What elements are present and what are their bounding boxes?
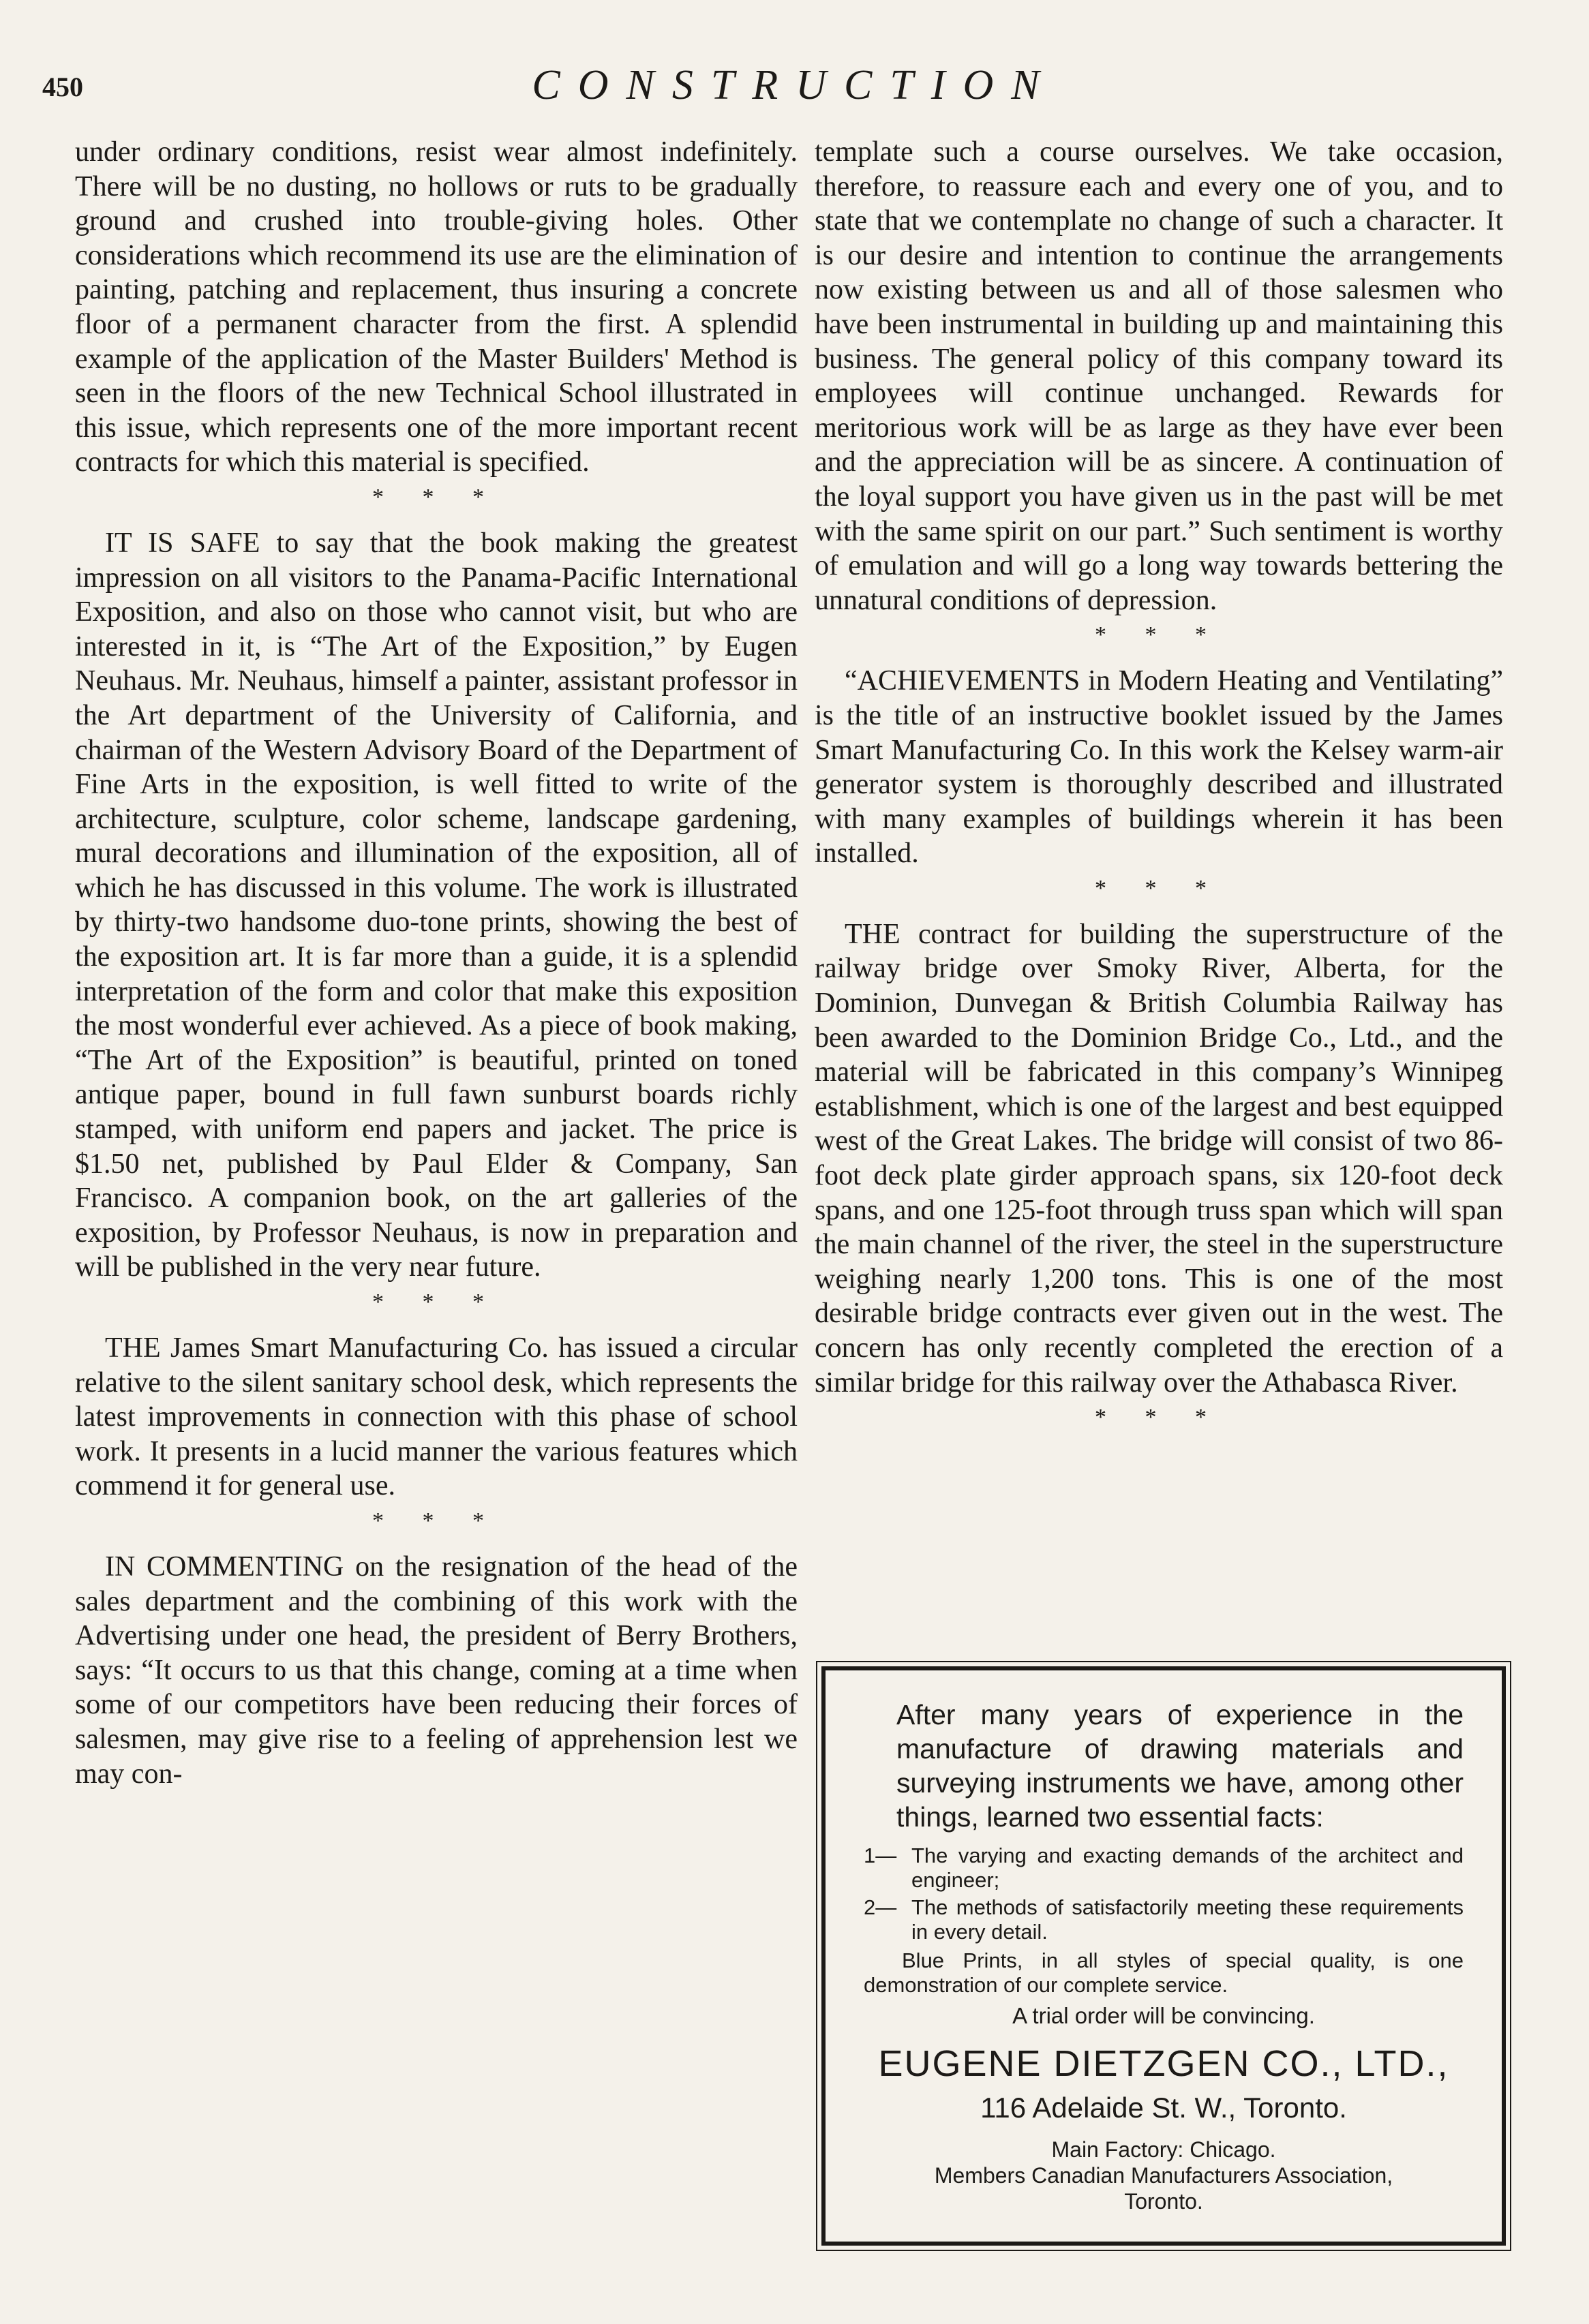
ad-fact-number: 1—	[864, 1844, 897, 1867]
section-separator: * * *	[372, 484, 500, 510]
section-separator: * * *	[1095, 1405, 1223, 1431]
article-paragraph-smoky-river-bridge: THE contract for building the superstructure of the railway bridge over Smoky River, Alberta, for the Dominion, Dunvegan & British Columbia Railway has been awarded to the Dominion Bridge Co., Ltd., and the material will be fabricated in this company’s Winnipeg establishment, which is one of the largest and best equipped west of the Great Lakes. The bridge will consist of two 86-foot deck plate girder approach spans, six 120-foot deck spans, and one 125-foot through truss span which will span the main channel of the river, the steel in the superstructure weighing nearly 1,200 tons. This is one of the most desirable bridge contracts ever given out in the west. The concern has only recently completed the erection of a similar bridge for this railway over the Athabasca River.	[815, 918, 1503, 1398]
ad-facts-list	[864, 1844, 1464, 1944]
ad-fact-item	[864, 1895, 1464, 1944]
ad-company-name: EUGENE DIETZGEN CO., LTD.,	[878, 2043, 1449, 2084]
ad-city: Toronto.	[1124, 2189, 1203, 2214]
left-column	[75, 135, 798, 1791]
ad-intro-text: After many years of experience in the manufacture of drawing materials and surveying instruments we have, among other things, learned two essential facts:	[896, 1699, 1464, 1833]
article-paragraph-school-desk: THE James Smart Manufacturing Co. has issued a circular relative to the silent sanitary school desk, which represents the latest improvements in connection with this phase of school work. It presents in a lucid manner the various features which commend it for general use.	[75, 1332, 798, 1502]
page-number: 450	[42, 72, 83, 102]
ad-blue-prints-text: Blue Prints, in all styles of special quality, is one demonstration of our complete service.	[864, 1948, 1464, 1997]
article-paragraph-floors: under ordinary conditions, resist wear almost indefinitely. There will be no dusting, no hollows or ruts to be gradually ground and crushed into trouble-giving holes. Other considerations which recommend its use are the elimination of painting, patching and replacement, thus insuring a concrete floor of a permanent character from the first. A splendid example of the application of the Master Builders' Method is seen in the floors of the new Technical School illustrated in this issue, which represents one of the more important recent contracts for which this material is specified.	[75, 136, 798, 478]
section-separator: * * *	[1095, 875, 1223, 901]
ad-members: Members Canadian Manufacturers Association,	[934, 2163, 1393, 2188]
dietzgen-advertisement	[821, 1666, 1506, 2246]
section-separator: * * *	[1095, 622, 1223, 648]
right-column	[815, 135, 1503, 1446]
ad-fact-number: 2—	[864, 1895, 897, 1919]
ad-fact-text: The varying and exacting demands of the architect and engineer;	[911, 1844, 1464, 1892]
journal-title: CONSTRUCTION	[532, 62, 1057, 108]
article-paragraph-berry-brothers-continued: template such a course ourselves. We take occasion, therefore, to reassure each and every one of you, and to state that we contemplate no change of such a character. It is our desire and intention to continue the arrangements now existing between us and all of those salesmen who have been instrumental in building up and maintaining this business. The general policy of this company toward its employees will continue unchanged. Rewards for meritorious work will be as large as they have ever been and the appreciation will be as sincere. A continuation of the loyal support you have given us in the past will be met with the same spirit on our part.” Such sentiment is worthy of emulation and will go a long way towards bettering the unnatural conditions of depression.	[815, 136, 1503, 616]
section-separator: * * *	[372, 1508, 500, 1533]
article-paragraph-heating-ventilating: “ACHIEVEMENTS in Modern Heating and Ventilating” is the title of an instructive booklet issued by the James Smart Manufacturing Co. In this work the Kelsey warm-air generator system is thoroughly described and illustrated with many examples of buildings wherein it has been installed.	[815, 665, 1503, 870]
section-separator: * * *	[372, 1289, 500, 1315]
ad-fact-text: The methods of satisfactorily meeting these requirements in every detail.	[911, 1895, 1464, 1944]
ad-factory: Main Factory: Chicago.	[1051, 2137, 1276, 2162]
article-paragraph-berry-brothers: IN COMMENTING on the resignation of the head of the sales department and the combining of this work with the Advertising under one head, the president of Berry Brothers, says: “It occurs to us that this change, coming at a time when some of our competitors have been reducing their forces of salesmen, may give rise to a feeling of apprehension lest we may con-	[75, 1550, 798, 1790]
page-header	[0, 61, 1589, 123]
ad-address: 116 Adelaide St. W., Toronto.	[980, 2092, 1347, 2124]
ad-trial-text: A trial order will be convincing.	[1012, 2003, 1315, 2028]
ad-fact-item	[864, 1844, 1464, 1893]
article-paragraph-art-of-exposition: IT IS SAFE to say that the book making the greatest impression on all visitors to the Panama-Pacific International Exposition, and also on those who cannot visit, but who are interested in it, is “The Art of the Exposition,” by Eugen Neuhaus. Mr. Neuhaus, himself a painter, assistant professor in the Art department of the University of California, and chairman of the Western Advisory Board of the Department of Fine Arts in the exposition, is well fitted to write of the architecture, sculpture, color scheme, landscape gardening, mural decorations and illumination of the exposition, all of which he has discussed in this volume. The work is illustrated by thirty-two handsome duo-tone prints, showing the best of the exposition art. It is far more than a guide, it is a splendid interpretation of the form and color that make this exposition the most wonderful ever achieved. As a piece of book making, “The Art of the Exposition” is beautiful, printed on toned antique paper, bound in full fawn sunburst boards richly stamped, with uniform end papers and jacket. The price is $1.50 net, published by Paul Elder & Company, San Francisco. A companion book, on the art galleries of the exposition, by Professor Neuhaus, is now in preparation and will be published in the very near future.	[75, 527, 798, 1283]
